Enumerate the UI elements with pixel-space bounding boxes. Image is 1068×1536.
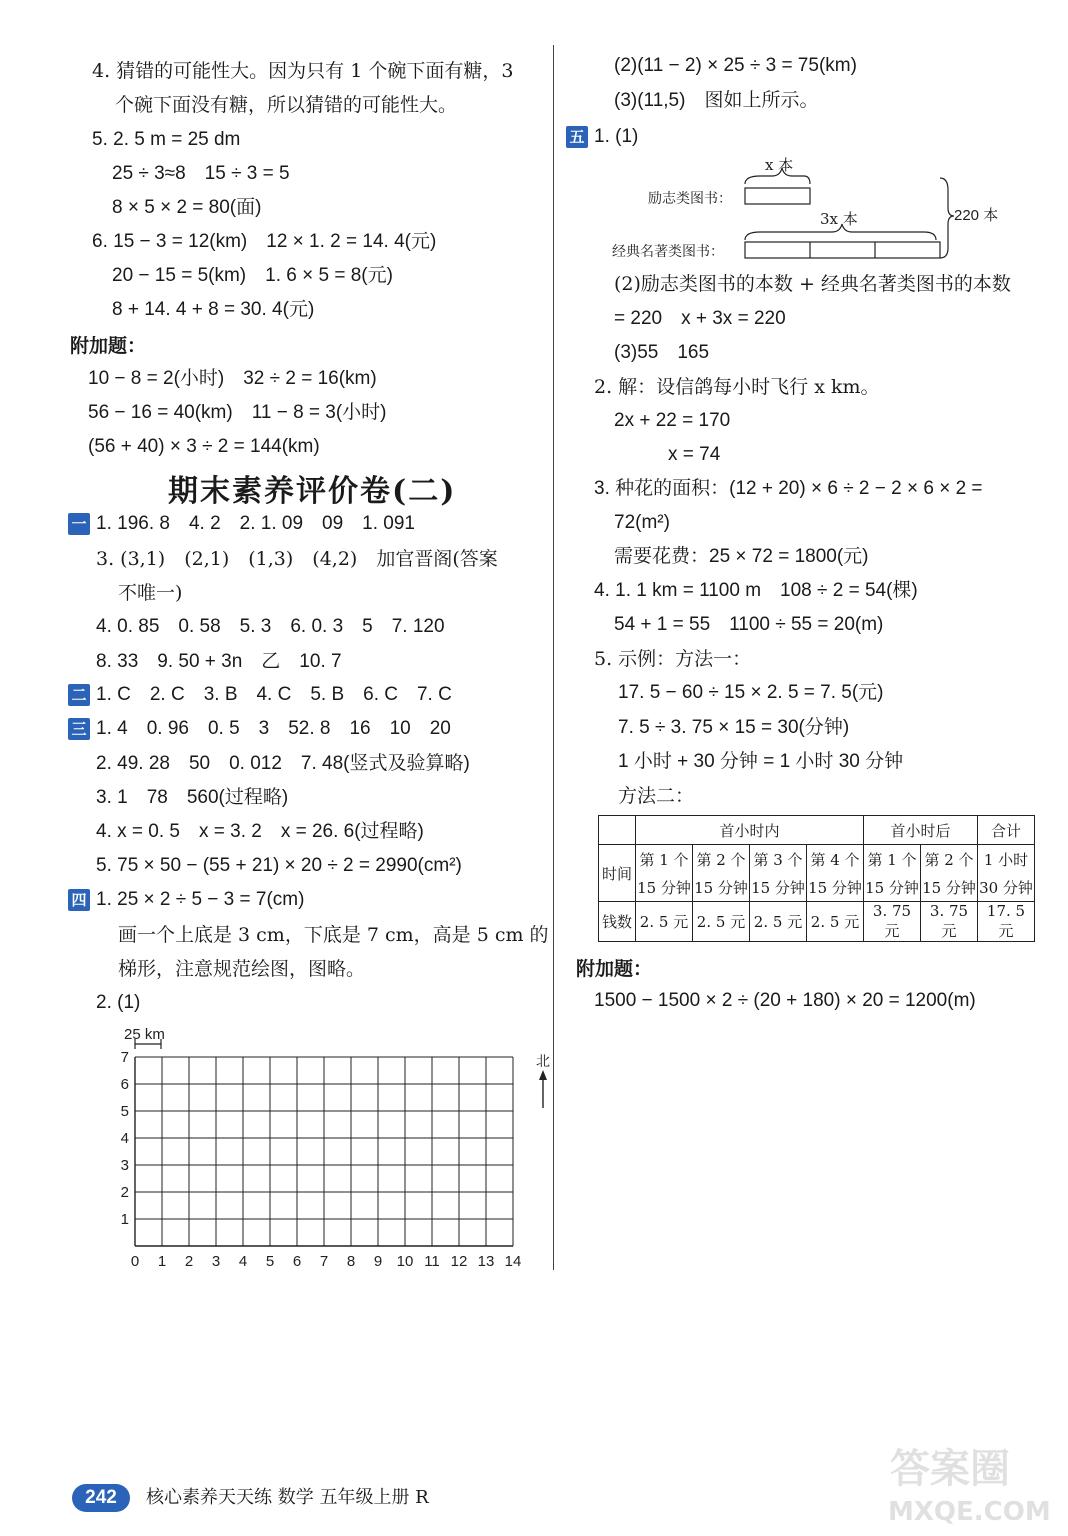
table-cell: 第 3 个 [750,845,807,874]
north-label: 北 [536,1054,550,1070]
table-cell: 15 分钟 [693,873,750,902]
answer-line: (2)(11 − 2) × 25 ÷ 3 = 75(km) [614,55,857,76]
answer-line: 6. 15 − 3 = 12(km) 12 × 1. 2 = 14. 4(元) [92,231,437,252]
answer-line: 梯形，注意规范绘图，图略。 [118,958,366,980]
answer-line: = 220 x + 3x = 220 [614,308,786,329]
y-tick-label: 4 [120,1130,129,1147]
table-cell: 2. 5 元 [693,902,750,942]
bar-label-motivational: 励志类图书： [648,191,732,207]
table-cell: 第 2 个 [693,845,750,874]
answer-line: 5. 75 × 50 − (55 + 21) × 20 ÷ 2 = 2990(cm²) [96,855,462,876]
answer-line: 需要花费：25 × 72 = 1800(元) [614,546,869,567]
answer-line: 1. C 2. C 3. B 4. C 5. B 6. C 7. C [96,684,452,705]
book-title: 核心素养天天练 数学 五年级上册 R [146,1487,429,1508]
coordinate-grid [110,1022,560,1274]
x-tick-label: 9 [373,1253,383,1270]
scale-label: 25 km [124,1026,165,1043]
arrow-head [539,1070,547,1080]
answer-line: 2. 解：设信鸽每小时飞行 x km。 [594,376,880,398]
answer-line: 8 × 5 × 2 = 80(面) [112,197,262,218]
answer-line: 4. 猜错的可能性大。因为只有 1 个碗下面有糖，3 [92,60,514,82]
table-cell: 15 分钟 [807,873,864,902]
answer-line: (56 + 40) × 3 ÷ 2 = 144(km) [88,436,320,457]
answer-line: 4. 1. 1 km = 1100 m 108 ÷ 2 = 54(棵) [594,580,918,601]
answer-line: 4. 0. 85 0. 58 5. 3 6. 0. 3 5 7. 120 [96,616,445,637]
table-cell: 30 分钟 [978,873,1035,902]
answer-line: 3. 1 78 560(过程略) [96,787,289,808]
table-cell: 第 4 个 [807,845,864,874]
x-tick-label: 0 [130,1253,140,1270]
answer-line: 20 − 15 = 5(km) 1. 6 × 5 = 8(元) [112,265,393,286]
y-tick-label: 5 [120,1103,129,1120]
answer-line: 8. 33 9. 50 + 3n 乙 10. 7 [96,651,342,672]
y-tick-label: 2 [120,1184,129,1201]
answer-line: 5. 2. 5 m = 25 dm [92,129,241,150]
x-tick-label: 1 [157,1253,167,1270]
page-number: 242 [72,1484,130,1512]
answer-line: 2. (1) [96,992,141,1013]
x-tick-label: 11 [424,1253,440,1270]
table-cell: 第 1 个 [864,845,921,874]
table-cell: 15 分钟 [921,873,978,902]
x-tick-label: 12 [450,1253,468,1270]
bar-motivational [745,188,810,204]
bar-classic [745,242,940,258]
table-header: 合计 [978,816,1035,845]
answer-line: 72(m²) [614,512,670,533]
x-tick-label: 5 [265,1253,275,1270]
answer-line: 1. 25 × 2 ÷ 5 − 3 = 7(cm) [96,889,305,910]
segment-diagram [610,150,1030,270]
svg-text:答案圈: 答案圈 [890,1446,1010,1492]
answer-line: 17. 5 − 60 ÷ 15 × 2. 5 = 7. 5(元) [618,682,884,703]
svg-text:MXQE.COM: MXQE.COM [888,1497,1051,1527]
x-tick-label: 4 [238,1253,248,1270]
answer-line: 个碗下面没有糖，所以猜错的可能性大。 [115,94,458,116]
brace-label-x: x 本 [765,156,794,174]
table-cell: 第 2 个 [921,845,978,874]
answer-line: 1. 196. 8 4. 2 2. 1. 09 09 1. 091 [96,513,415,534]
answer-line: (3)(11,5) 图如上所示。 [614,90,819,111]
answer-line: 1500 − 1500 × 2 ÷ (20 + 180) × 20 = 1200(m) [594,990,976,1011]
y-tick-label: 7 [120,1049,129,1066]
total-brace [940,178,954,258]
table-cell: 第 1 个 [636,845,693,874]
answer-line: 2x + 22 = 170 [614,410,731,431]
section-badge: 三 [68,718,90,740]
x-tick-label: 13 [477,1253,495,1270]
answer-line: 3. 种花的面积：(12 + 20) × 6 ÷ 2 − 2 × 6 × 2 = [594,478,983,499]
answer-line: 8 + 14. 4 + 8 = 30. 4(元) [112,299,315,320]
answer-line: x = 74 [668,444,721,465]
column-divider [553,45,554,1270]
x-tick-label: 10 [396,1253,414,1270]
bonus-heading: 附加题： [576,958,653,980]
answer-line: 不唯一) [118,582,183,604]
x-tick-label: 14 [504,1253,522,1270]
table-cell: 2. 5 元 [636,902,693,942]
answer-line: 7. 5 ÷ 3. 75 × 15 = 30(分钟) [618,717,850,738]
table-cell: 17. 5 元 [978,902,1035,942]
answer-line: 1. 4 0. 96 0. 5 3 52. 8 16 10 20 [96,718,451,739]
answer-line: (2)励志类图书的本数 + 经典名著类图书的本数 [614,273,1011,295]
brace-label-3x: 3x 本 [820,210,858,228]
bonus-heading: 附加题： [70,335,147,357]
x-tick-label: 3 [211,1253,221,1270]
fee-table [598,815,1035,942]
answer-line: 方法二： [618,785,695,807]
answer-line: 10 − 8 = 2(小时) 32 ÷ 2 = 16(km) [88,368,377,389]
answer-line: 画一个上底是 3 cm，下底是 7 cm，高是 5 cm 的 [118,924,549,946]
section-badge: 四 [68,889,90,911]
answer-line: 1. (1) [594,126,639,147]
row-label: 钱数 [599,902,636,942]
x-tick-label: 7 [319,1253,329,1270]
exam-title: 期末素养评价卷(二) [168,474,457,509]
section-badge: 二 [68,684,90,706]
x-tick-label: 2 [184,1253,194,1270]
y-tick-label: 3 [120,1157,129,1174]
answer-line: 3. (3,1) (2,1) (1,3) (4,2) 加官晋阁(答案 [96,548,498,570]
section-badge: 五 [566,126,588,148]
table-header: 首小时内 [636,816,864,845]
table-header: 首小时后 [864,816,978,845]
row-label: 时间 [599,845,636,902]
x-tick-label: 8 [346,1253,356,1270]
table-cell: 15 分钟 [750,873,807,902]
table-cell: 1 小时 [978,845,1035,874]
answer-line: 5. 示例：方法一： [594,648,752,670]
answer-line: 25 ÷ 3≈8 15 ÷ 3 = 5 [112,163,290,184]
table-cell: 3. 75 元 [921,902,978,942]
table-cell: 2. 5 元 [807,902,864,942]
bar-label-classic: 经典名著类图书： [612,244,724,260]
total-label: 220 本 [954,207,999,224]
y-tick-label: 1 [120,1211,129,1228]
x-tick-label: 6 [292,1253,302,1270]
watermark-logo [880,1430,1060,1530]
table-cell: 3. 75 元 [864,902,921,942]
answer-line: (3)55 165 [614,342,710,363]
answer-line: 54 + 1 = 55 1100 ÷ 55 = 20(m) [614,614,884,635]
answer-line: 2. 49. 28 50 0. 012 7. 48(竖式及验算略) [96,753,470,774]
answer-line: 1 小时 + 30 分钟 = 1 小时 30 分钟 [618,751,904,772]
y-tick-label: 6 [120,1076,129,1093]
answer-line: 56 − 16 = 40(km) 11 − 8 = 3(小时) [88,402,387,423]
table-cell: 2. 5 元 [750,902,807,942]
table-cell: 15 分钟 [864,873,921,902]
table-cell: 15 分钟 [636,873,693,902]
answer-line: 4. x = 0. 5 x = 3. 2 x = 26. 6(过程略) [96,821,424,842]
section-badge: 一 [68,513,90,535]
